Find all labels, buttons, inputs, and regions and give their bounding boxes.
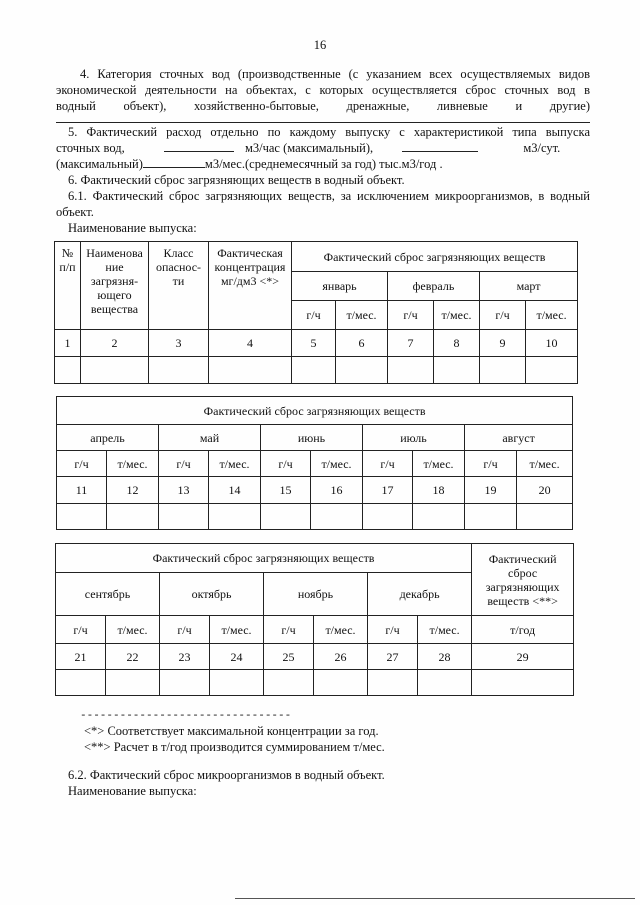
header-hazard-class: Класс опаснос- ти: [149, 242, 209, 330]
section4-line2: экономической деятельности на объектах, с которых осуществляется сброс сточных вод в: [56, 83, 590, 97]
unit-tmes: т/мес.: [209, 451, 261, 477]
unit-gh: г/ч: [292, 301, 336, 330]
section5-line1: 5. Фактический расход отдельно по каждому выпуску с характеристикой типа выпуска: [68, 125, 590, 139]
unit-tmes: т/мес.: [311, 451, 363, 477]
col-number: 7: [388, 330, 434, 357]
empty-cell: [472, 670, 574, 696]
unit-tmes: т/мес.: [413, 451, 465, 477]
month-july: июль: [363, 425, 465, 451]
col-number: 2: [81, 330, 149, 357]
pollutant-table-q1: [54, 241, 578, 384]
empty-cell: [292, 357, 336, 384]
unit-gh: г/ч: [480, 301, 526, 330]
col-number: 1: [55, 330, 81, 357]
empty-cell: [413, 504, 465, 530]
empty-cell: [314, 670, 368, 696]
col-number: 26: [314, 644, 368, 670]
unit-gh: г/ч: [159, 451, 209, 477]
month-june: июнь: [261, 425, 363, 451]
col-number: 19: [465, 477, 517, 504]
unit-gh: г/ч: [261, 451, 311, 477]
section6-heading: 6. Фактический сброс загрязняющих веществ в водный объект.: [68, 173, 405, 187]
empty-cell: [57, 504, 107, 530]
section61-line1: 6.1. Фактический сброс загрязняющих веществ, за исключением микроорганизмов, в водный: [68, 189, 590, 203]
col-number: 28: [418, 644, 472, 670]
empty-cell: [149, 357, 209, 384]
unit-tmes: т/мес.: [106, 616, 160, 644]
month-september: сентябрь: [56, 573, 160, 616]
unit-tmes: т/мес.: [434, 301, 480, 330]
empty-cell: [363, 504, 413, 530]
empty-cell: [264, 670, 314, 696]
header-group-title: Фактический сброс загрязняющих веществ: [57, 397, 573, 425]
col-number: 17: [363, 477, 413, 504]
month-may: май: [159, 425, 261, 451]
empty-cell: [209, 504, 261, 530]
col-number: 12: [107, 477, 159, 504]
table-row-empty: [56, 670, 574, 696]
col-number: 14: [209, 477, 261, 504]
footnote-2: <**> Расчет в т/год производится суммированием т/мес.: [84, 740, 385, 754]
col-number: 4: [209, 330, 292, 357]
empty-cell: [55, 357, 81, 384]
header-num: № п/п: [55, 242, 81, 330]
month-november: ноябрь: [264, 573, 368, 616]
col-number: 8: [434, 330, 480, 357]
empty-cell: [210, 670, 264, 696]
header-annual-title: Фактический сброс загрязняющих веществ <**>: [472, 544, 574, 616]
col-number: 20: [517, 477, 573, 504]
empty-cell: [517, 504, 573, 530]
section4-line1: 4. Категория сточных вод (производственные (с указанием всех осуществляемых видов: [80, 67, 590, 81]
empty-cell: [261, 504, 311, 530]
col-number: 3: [149, 330, 209, 357]
empty-cell: [81, 357, 149, 384]
empty-cell: [336, 357, 388, 384]
empty-cell: [465, 504, 517, 530]
outlet-label: Наименование выпуска:: [68, 221, 197, 235]
hourly-max-blank: [164, 141, 234, 152]
pollutant-table-q3: [55, 543, 574, 696]
month-february: февраль: [388, 272, 480, 301]
empty-cell: [434, 357, 480, 384]
footnote-separator: --------------------------------: [80, 710, 292, 722]
month-march: март: [480, 272, 578, 301]
empty-cell: [368, 670, 418, 696]
unit-tmes: т/мес.: [107, 451, 159, 477]
unit-tmes: т/мес.: [517, 451, 573, 477]
col-number: 29: [472, 644, 574, 670]
unit-gh: г/ч: [363, 451, 413, 477]
empty-cell: [418, 670, 472, 696]
table-row-empty: [57, 504, 573, 530]
daily-max-blank: [402, 141, 478, 152]
col-number: 13: [159, 477, 209, 504]
section5-line2: [56, 140, 590, 156]
section5-line3-b: м3/мес.(среднемесячный за год) тыс.м3/год .: [204, 157, 443, 171]
unit-tmes: т/мес.: [526, 301, 578, 330]
unit-tmes: т/мес.: [418, 616, 472, 644]
empty-cell: [311, 504, 363, 530]
unit-tmes: т/мес.: [210, 616, 264, 644]
section5-line3: [56, 156, 590, 172]
section5-line2-c: м3/сут.: [523, 141, 561, 155]
empty-cell: [526, 357, 578, 384]
col-number: 24: [210, 644, 264, 670]
header-pollutant-name: Наименова ние загрязня- ющего вещества: [81, 242, 149, 330]
section4-line3: водный объект), хозяйственно-бытовые, дренажные, ливневые и другие): [56, 99, 590, 113]
month-august: август: [465, 425, 573, 451]
col-number: 10: [526, 330, 578, 357]
monthly-avg-blank: [143, 157, 205, 168]
empty-cell: [160, 670, 210, 696]
col-number: 22: [106, 644, 160, 670]
unit-gh: г/ч: [57, 451, 107, 477]
page-bottom-edge: [235, 898, 635, 899]
header-concentration: Фактическая концентрация мг/дм3 <*>: [209, 242, 292, 330]
unit-gh: г/ч: [264, 616, 314, 644]
empty-cell: [56, 670, 106, 696]
section62-outlet-label: Наименование выпуска:: [68, 784, 197, 798]
section5-line2-a: сточных вод,: [56, 141, 125, 155]
month-april: апрель: [57, 425, 159, 451]
unit-tmes: т/мес.: [314, 616, 368, 644]
header-group-title: Фактический сброс загрязняющих веществ: [292, 242, 578, 272]
section5-line2-b: м3/час (максимальный),: [244, 141, 374, 155]
empty-cell: [106, 670, 160, 696]
pollutant-table-q2: [56, 396, 573, 530]
empty-cell: [388, 357, 434, 384]
col-number: 6: [336, 330, 388, 357]
page-number: 16: [313, 38, 327, 52]
section61-line2: объект.: [56, 205, 94, 219]
empty-cell: [107, 504, 159, 530]
unit-gh: г/ч: [388, 301, 434, 330]
footnote-1: <*> Соответствует максимальной концентрации за год.: [84, 724, 379, 738]
month-december: декабрь: [368, 573, 472, 616]
empty-cell: [159, 504, 209, 530]
table-row-empty: [55, 357, 578, 384]
col-number: 25: [264, 644, 314, 670]
section4-answer-line: [56, 122, 590, 123]
unit-tmes: т/мес.: [336, 301, 388, 330]
col-number: 27: [368, 644, 418, 670]
col-number: 9: [480, 330, 526, 357]
col-number: 23: [160, 644, 210, 670]
unit-gh: г/ч: [160, 616, 210, 644]
unit-gh: г/ч: [56, 616, 106, 644]
col-number: 15: [261, 477, 311, 504]
month-october: октябрь: [160, 573, 264, 616]
unit-tyear: т/год: [472, 616, 574, 644]
unit-gh: г/ч: [368, 616, 418, 644]
unit-gh: г/ч: [465, 451, 517, 477]
section5-line3-a: (максимальный): [56, 157, 143, 171]
empty-cell: [480, 357, 526, 384]
col-number: 21: [56, 644, 106, 670]
col-number: 5: [292, 330, 336, 357]
col-number: 16: [311, 477, 363, 504]
header-group-title: Фактический сброс загрязняющих веществ: [56, 544, 472, 573]
empty-cell: [209, 357, 292, 384]
col-number: 11: [57, 477, 107, 504]
col-number: 18: [413, 477, 465, 504]
month-january: январь: [292, 272, 388, 301]
section62-heading: 6.2. Фактический сброс микроорганизмов в водный объект.: [68, 768, 385, 782]
